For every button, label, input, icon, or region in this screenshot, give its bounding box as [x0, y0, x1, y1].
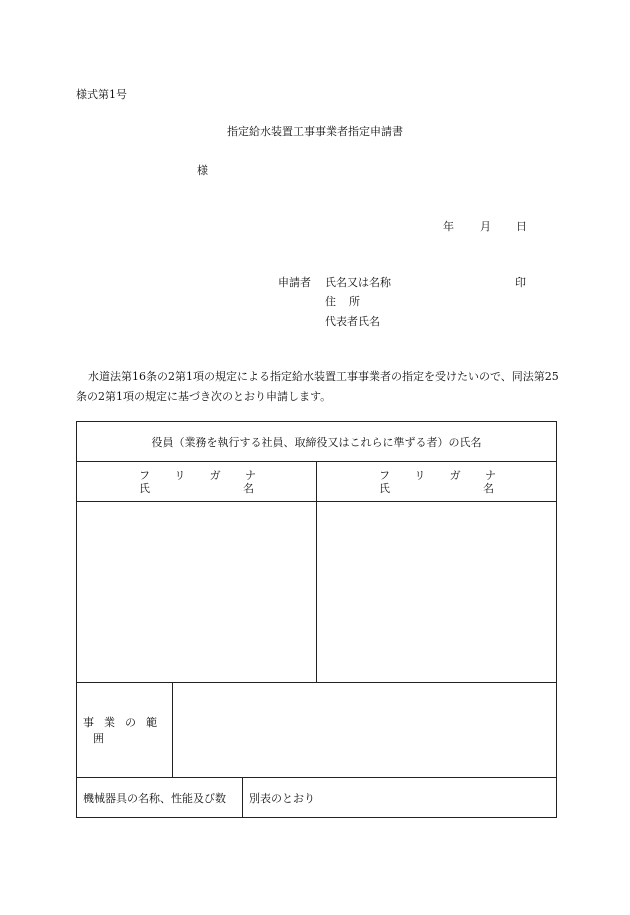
applicant-label: 申請者: [278, 276, 311, 289]
officer-names-field-left[interactable]: [77, 502, 317, 683]
application-statement: 水道法第16条の2第1項の規定による指定給水装置工事事業者の指定を受けたいので、同法第25条の2第1項の規定に基づき次のとおり申請します。: [76, 370, 559, 403]
equipment-label: 機械器具の名称、性能及び数: [77, 778, 243, 818]
document-title: 指定給水装置工事事業者指定申請書: [227, 125, 403, 138]
officers-header: 役員（業務を執行する社員、取締役又はこれらに準ずる者）の氏名: [77, 422, 557, 462]
address-char: 所: [349, 295, 360, 308]
officer-name-column-header-right: [317, 462, 557, 502]
business-scope-field[interactable]: [173, 683, 557, 778]
equipment-value: 別表のとおり: [243, 778, 557, 818]
representative-name-label: 代表者氏名: [325, 315, 380, 328]
seal-label: 印: [515, 276, 526, 289]
applicant-address-label: [325, 293, 360, 309]
furigana-label: フ リ ガ ナ: [139, 468, 256, 482]
applicant-name-label: 氏名又は名称: [325, 276, 391, 289]
officer-name-column-header-left: [77, 462, 317, 502]
business-scope-label: 事 業 の 範囲: [77, 683, 173, 778]
officer-names-field-right[interactable]: [317, 502, 557, 683]
date-year-label: 年: [443, 220, 454, 233]
addressee-honorific: 様: [197, 164, 208, 177]
date-month-label: 月: [480, 220, 491, 233]
application-table: [76, 421, 557, 818]
form-number: 様式第1号: [76, 88, 127, 101]
name-label: 氏 名: [139, 481, 254, 495]
address-char: 住: [325, 295, 336, 308]
name-label: 氏 名: [379, 481, 494, 495]
date-day-label: 日: [516, 220, 527, 233]
furigana-label: フ リ ガ ナ: [379, 468, 496, 482]
